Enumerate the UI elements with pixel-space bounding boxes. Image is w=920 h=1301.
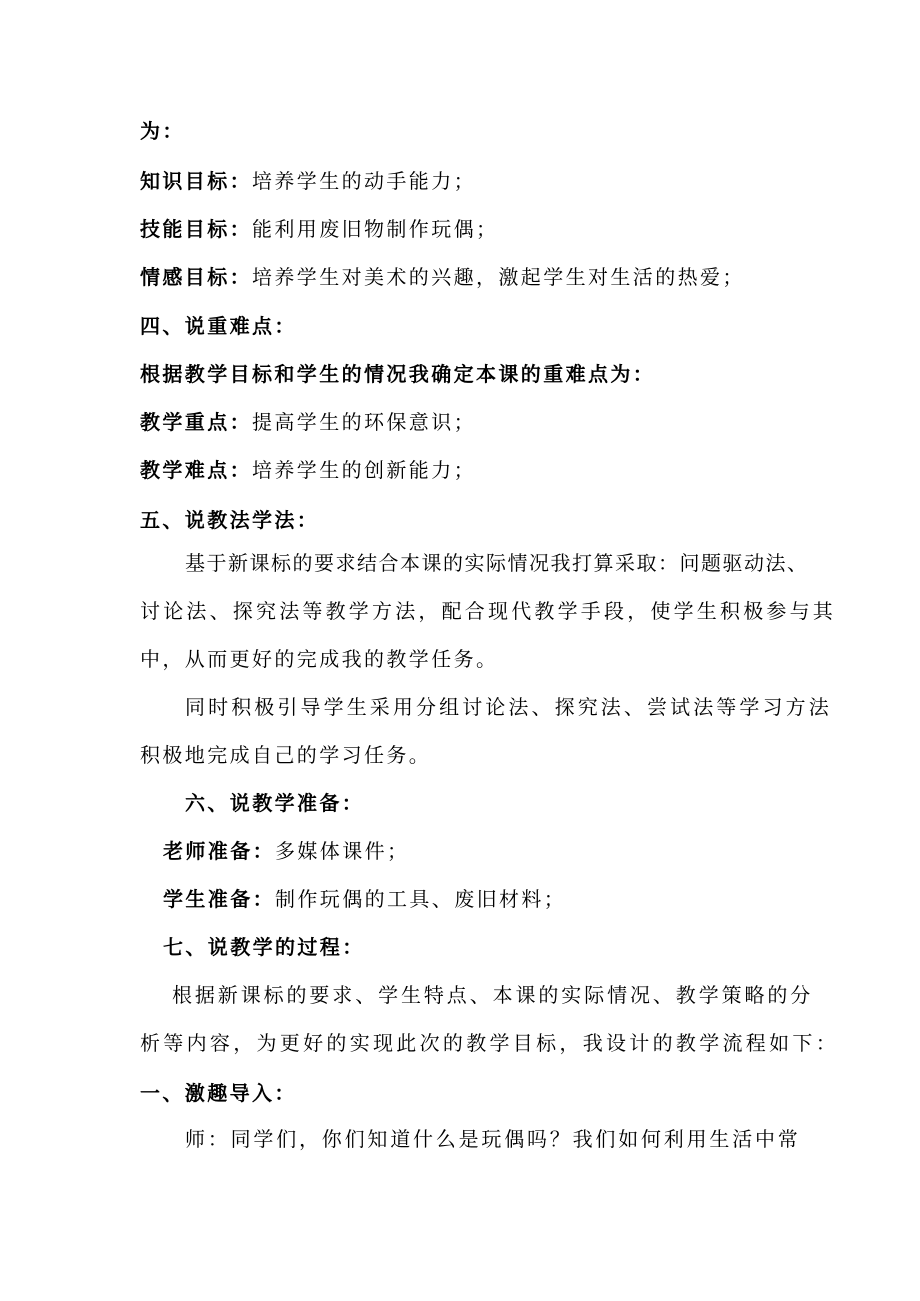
section-heading: 四、说重难点： — [140, 314, 297, 338]
key-point — [140, 407, 476, 437]
prep-label: 学生准备： — [163, 887, 275, 911]
paragraph-line: 同时积极引导学生采用分组讨论法、探究法、尝试法等学习方法 — [185, 695, 832, 719]
paragraph-line: 基于新课标的要求结合本课的实际情况我打算采取：问题驱动法、 — [185, 551, 809, 575]
goal-emotion — [140, 262, 745, 292]
paragraph-line: 讨论法、探究法等教学方法，配合现代教学手段，使学生积极参与其 — [140, 599, 836, 623]
point-text: 提高学生的环保意识； — [252, 410, 476, 434]
point-label: 教学重点： — [140, 410, 252, 434]
goal-label: 情感目标： — [140, 265, 252, 289]
line-text: 为： — [140, 119, 185, 143]
point-text: 培养学生的创新能力； — [252, 458, 476, 482]
text-line — [140, 116, 185, 146]
goal-label: 技能目标： — [140, 217, 252, 241]
section-heading: 一、激趣导入： — [140, 1081, 297, 1105]
goal-knowledge — [140, 166, 476, 196]
section-heading — [185, 788, 364, 818]
prep-text: 制作玩偶的工具、废旧材料； — [275, 887, 567, 911]
paragraph-line: 积极地完成自己的学习任务。 — [140, 743, 432, 767]
paragraph-line: 根据教学目标和学生的情况我确定本课的重难点为： — [140, 362, 656, 386]
paragraph-line: 中，从而更好的完成我的教学任务。 — [140, 647, 499, 671]
paragraph-line: 师：同学们，你们知道什么是玩偶吗？我们如何利用生活中常 — [185, 1127, 801, 1151]
heading-text: 六、说教学准备： — [185, 791, 365, 815]
goal-text: 培养学生对美术的兴趣，激起学生对生活的热爱； — [252, 265, 745, 289]
paragraph-line: 根据新课标的要求、学生特点、本课的实际情况、教学策略的分 — [172, 983, 814, 1007]
point-label: 教学难点： — [140, 458, 252, 482]
section-heading: 五、说教法学法： — [140, 508, 320, 532]
prep-teacher — [163, 836, 409, 866]
goal-label: 知识目标： — [140, 169, 252, 193]
goal-skill — [140, 214, 498, 244]
section-heading: 七、说教学的过程： — [163, 935, 365, 959]
prep-label: 老师准备： — [163, 839, 275, 863]
prep-student — [163, 884, 566, 914]
goal-text: 培养学生的动手能力； — [252, 169, 476, 193]
prep-text: 多媒体课件； — [275, 839, 410, 863]
goal-text: 能利用废旧物制作玩偶； — [252, 217, 499, 241]
paragraph-line: 析等内容，为更好的实现此次的教学目标，我设计的教学流程如下： — [140, 1031, 839, 1055]
difficult-point — [140, 455, 476, 485]
